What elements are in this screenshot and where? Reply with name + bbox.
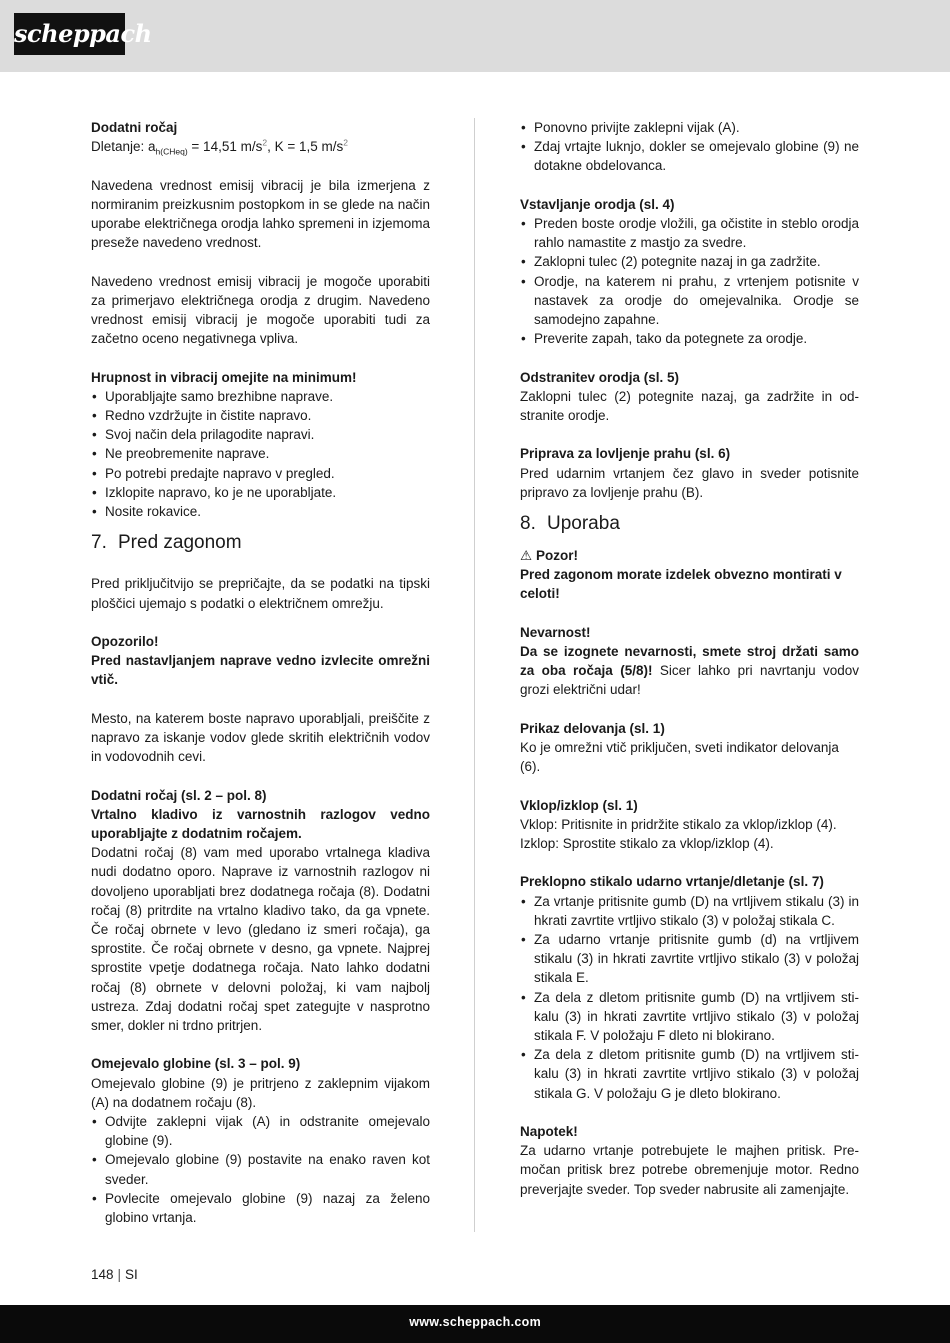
note-text: Za udarno vrtanje potrebujete le majhen pritisk. Premočan pritisk brez potrebe obremenjuje motor. Redno preverjajte sveder. Top sveder nabrusite ali zamenjajte. — [520, 1143, 859, 1197]
depth-stop-text: Omejevalo globine (9) je pritrjeno z zaklepnim vijakom (A) na dodatnem ročaju (8). — [91, 1075, 430, 1110]
switch-off-text: Izklop: Sprostite stikalo za vklop/izklop (4). — [520, 836, 774, 852]
list-item: • Svoj način dela prilagodite napravi. — [91, 425, 430, 444]
list-item: • Preden boste orodje vložili, ga očistite in steblo orodja rahlo namastite z mastjo za svedre. — [520, 214, 859, 252]
operation-indicator-text: Ko je omrežni vtič priključen, sveti indikator delovanja (6). — [520, 740, 839, 775]
right-column — [520, 118, 859, 1199]
caution-heading: ⚠ Pozor! — [520, 546, 859, 565]
dust-collector-text: Pred udarnim vrtanjem čez glavo in sveder potisnite pripravo za lovljenje prahu (B). — [520, 465, 859, 500]
list-item: • Redno vzdržujte in čistite napravo. — [91, 406, 430, 425]
on-off-heading: Vklop/izklop (sl. 1) — [520, 797, 638, 813]
remove-tool-heading: Odstranitev orodja (sl. 5) — [520, 369, 680, 385]
warning-triangle-icon: ⚠ — [520, 548, 533, 564]
section-7-heading: 7. Pred zagonom — [91, 532, 242, 554]
column-divider — [474, 118, 475, 1232]
remove-tool-text: Zaklopni tulec (2) potegnite nazaj, ga zadržite in odstranite orodje. — [520, 388, 859, 424]
depth-stop-heading: Omejevalo globine (sl. 3 – pol. 9) — [91, 1056, 301, 1072]
cable-detection-paragraph: Mesto, na katerem boste napravo uporabljali, preiščite z napravo za iskanje vodov glede skritih električnih vodov in vodovodnih cevi. — [91, 710, 430, 765]
vibration-paragraph-1: Navedena vrednost emisij vibracij je bila izmerjena z normiranim preizkusnim postopkom in se glede na način uporabe električnega orodja lahko spremeni in izjemoma preseže navedeno vrednost. — [91, 177, 430, 251]
danger-heading: Nevarnost! — [520, 624, 591, 640]
danger-text: Da se izognete nevarnosti, smete stroj držati samo za oba ročaja (5/8)! Sicer lahko pri navrtanju vodov grozi električni udar! — [520, 644, 859, 698]
list-item: • Za dela z dletom pritisnite gumb (D) na vrtljivem stikalu (3) in hkrati zavrtite vrtljivo stikalo (3) v položaj stikala F. V položaju F dleto ni blokirano. — [520, 988, 859, 1046]
list-item: • Uporabljajte samo brezhibne naprave. — [91, 387, 430, 406]
depth-stop-list — [91, 1112, 430, 1227]
before-start-paragraph: Pred priključitvijo se prepričajte, da se podatki na tipski ploščici ujemajo s podatki o električnem omrežju. — [91, 576, 430, 611]
list-item: • Po potrebi predajte napravo v pregled. — [91, 464, 430, 483]
vibration-minimize-heading: Hrupnost in vibracij omejite na minimum! — [91, 369, 357, 385]
insert-tool-heading: Vstavljanje orodja (sl. 4) — [520, 196, 675, 212]
mode-switch-heading: Preklopno stikalo udarno vrtanje/dletanje (sl. 7) — [520, 874, 824, 890]
header-bar — [0, 0, 950, 72]
operation-indicator-heading: Prikaz delovanja (sl. 1) — [520, 720, 665, 736]
page-number: 148 | SI — [91, 1267, 138, 1282]
warning-text: Pred nastavljanjem naprave vedno izvlecite omrežni vtič. — [91, 653, 430, 688]
list-item: • Ne preobremenite naprave. — [91, 444, 430, 463]
list-item: • Preverite zapah, tako da potegnete za orodje. — [520, 329, 859, 348]
warning-heading: Opozorilo! — [91, 634, 159, 649]
depth-stop-continued-list — [520, 118, 859, 176]
list-item: • Povlecite omejevalo globine (9) nazaj za želeno globino vrtanja. — [91, 1189, 430, 1227]
list-item: • Zdaj vrtajte luknjo, dokler se omejevalo globine (9) ne dotakne obdelovanca. — [520, 137, 859, 175]
list-item: • Za udarno vrtanje pritisnite gumb (d) na vrtljivem stikalu (3) in hkrati zavrtite vrtljivo stikalo (3) v položaj stikala E. — [520, 930, 859, 988]
extra-handle-bold-note: Vrtalno kladivo iz varnostnih razlogov vedno uporabljajte z dodatnim ročajem. — [91, 806, 430, 841]
switch-on-text: Vklop: Pritisnite in pridržite stikalo za vklop/izklop (4). — [520, 816, 837, 832]
note-heading: Napotek! — [520, 1124, 578, 1140]
vibration-list — [91, 387, 430, 521]
list-item: • Ponovno privijte zaklepni vijak (A). — [520, 118, 859, 137]
list-item: • Odvijte zaklepni vijak (A) in odstranite omejevalo globine (9). — [91, 1112, 430, 1150]
vibration-paragraph-2: Navedeno vrednost emisij vibracij je mogoče uporabiti za primerjavo električnega orodja z drugim. Navedeno vrednost emisij vibracij je mogoče uporabiti tudi za začetno oceno negativnega vpliva. — [91, 273, 430, 347]
chiseling-vibration-value: Dletanje: $a_{h(CHeq)} = 14,51$ $m/s^2$, K = 1,5 $m/s^2$ — [91, 137, 348, 157]
left-column — [91, 118, 430, 1227]
list-item: • Izklopite napravo, ko je ne uporabljate. — [91, 483, 430, 502]
extra-handle-vibration-heading: Dodatni ročaj — [91, 120, 178, 135]
list-item: • Orodje, na katerem ni prahu, z vrtenjem potisnite v nastavek za orodje do omejevalnika. Orodje se samodejno zapahne. — [520, 272, 859, 330]
list-item: • Za dela z dletom pritisnite gumb (D) na vrtljivem stikalu (3) in hkrati zavrtite vrtljivo stikalo (3) v položaj stikala G. V položaju G je dleto blokirano. — [520, 1045, 859, 1103]
footer-bar — [0, 1305, 950, 1343]
extra-handle-heading: Dodatni ročaj (sl. 2 – pol. 8) — [91, 787, 267, 803]
section-8-heading: 8. Uporaba — [520, 513, 620, 535]
mode-switch-list — [520, 892, 859, 1103]
dust-collector-heading: Priprava za lovljenje prahu (sl. 6) — [520, 446, 731, 462]
extra-handle-text: Dodatni ročaj (8) vam med uporabo vrtalnega kladiva nudi dodatno oporo. Naprave iz varnostnih razlogov ni dovoljeno uporabljati brez dodatnega ročaja (8). Dodatni ročaj (8) pritrdite na vrtalno kladivo tako, da ga vpnete. Če ročaj obrnete v levo (gledano iz smeri ročaja), ga sprostite. Če ročaj obrnete v desno, ga vpnete. Najprej sprostite vpetje dodatnega ročaja. Nato lahko dodatni ročaj (8) obrnete v delovni položaj, ki vam najbolj ustreza. Zdaj dodatni ročaj spet zategujte v nasprotno smer, dokler ni trdno pritrjen. — [91, 845, 430, 1034]
scheppach-logo: scheppach — [14, 13, 125, 55]
insert-tool-list — [520, 214, 859, 348]
list-item: • Nosite rokavice. — [91, 502, 430, 521]
caution-text: Pred zagonom morate izdelek obvezno montirati v celoti! — [520, 567, 842, 602]
list-item: • Zaklopni tulec (2) potegnite nazaj in ga zadržite. — [520, 252, 859, 271]
website-link[interactable]: www.scheppach.com — [409, 1315, 541, 1329]
list-item: • Za vrtanje pritisnite gumb (D) na vrtljivem stikalu (3) in hkrati zavrtite vrtljivo stikalo (3) v položaj stikala C. — [520, 892, 859, 930]
list-item: • Omejevalo globine (9) postavite na enako raven kot sveder. — [91, 1150, 430, 1188]
